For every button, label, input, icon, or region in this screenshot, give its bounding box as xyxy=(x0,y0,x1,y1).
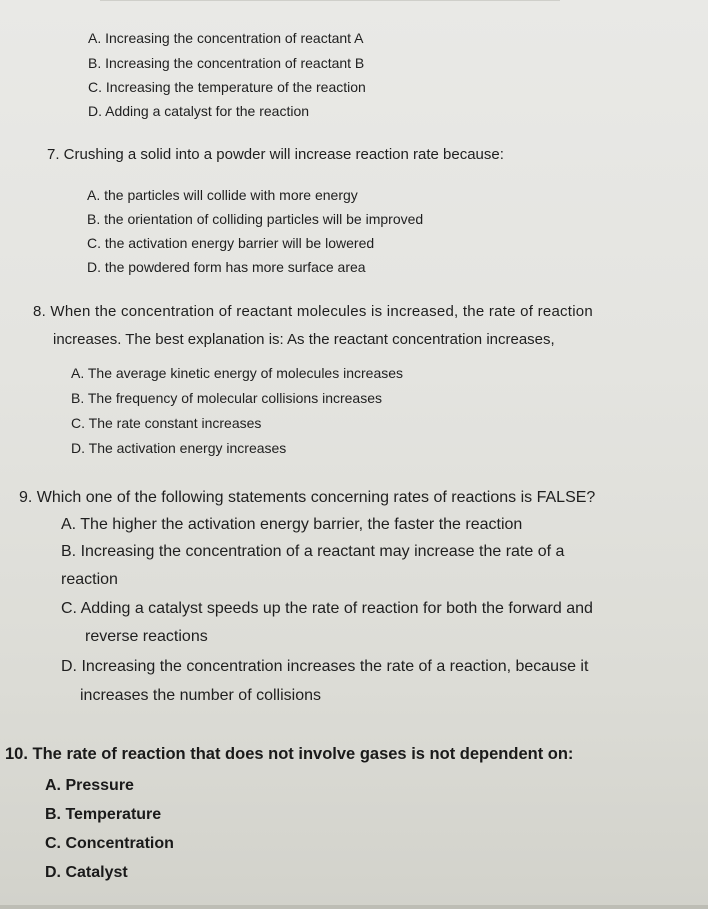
q7-question: 7. Crushing a solid into a powder will increase reaction rate because: xyxy=(47,146,504,163)
q7-option-d: D. the powdered form has more surface area xyxy=(87,259,366,275)
q9-option-c: C. Adding a catalyst speeds up the rate of reaction for both the forward and xyxy=(61,600,593,617)
q10-option-c: C. Concentration xyxy=(45,835,174,852)
q10-option-b: B. Temperature xyxy=(45,806,162,823)
q7-option-a: A. the particles will collide with more energy xyxy=(87,187,358,203)
q9-option-d-cont: increases the number of collisions xyxy=(80,687,322,704)
q8-question-line-2: increases. The best explanation is: As the reactant concentration increases, xyxy=(53,331,555,348)
q7-option-b: B. the orientation of colliding particles will be improved xyxy=(87,211,424,227)
q8-option-b: B. The frequency of molecular collisions increases xyxy=(71,390,383,406)
q9-option-d: D. Increasing the concentration increases the rate of a reaction, because it xyxy=(61,658,589,675)
q6-option-d: D. Adding a catalyst for the reaction xyxy=(88,103,310,119)
q9-option-a: A. The higher the activation energy barrier, the faster the reaction xyxy=(61,516,523,533)
page-bottom-edge xyxy=(0,905,708,909)
q10-option-d: D. Catalyst xyxy=(45,864,128,881)
q8-option-c: C. The rate constant increases xyxy=(71,415,262,431)
q9-option-b: B. Increasing the concentration of a reactant may increase the rate of a xyxy=(61,543,565,560)
q6-option-a: A. Increasing the concentration of reactant A xyxy=(88,30,364,46)
q8-question-line-1: 8. When the concentration of reactant molecules is increased, the rate of reaction xyxy=(33,303,593,320)
q9-option-c-cont: reverse reactions xyxy=(85,628,208,645)
q7-option-c: C. the activation energy barrier will be lowered xyxy=(87,235,375,251)
q9-question: 9. Which one of the following statements concerning rates of reactions is FALSE? xyxy=(19,489,596,506)
q6-option-b: B. Increasing the concentration of reactant B xyxy=(88,55,365,71)
q10-question: 10. The rate of reaction that does not involve gases is not dependent on: xyxy=(5,745,574,763)
q6-option-c: C. Increasing the temperature of the reaction xyxy=(88,79,366,95)
top-divider xyxy=(100,0,560,1)
q10-option-a: A. Pressure xyxy=(45,777,134,794)
q8-option-a: A. The average kinetic energy of molecules increases xyxy=(71,365,404,381)
q8-option-d: D. The activation energy increases xyxy=(71,440,287,456)
q9-option-b-cont: reaction xyxy=(61,571,118,588)
